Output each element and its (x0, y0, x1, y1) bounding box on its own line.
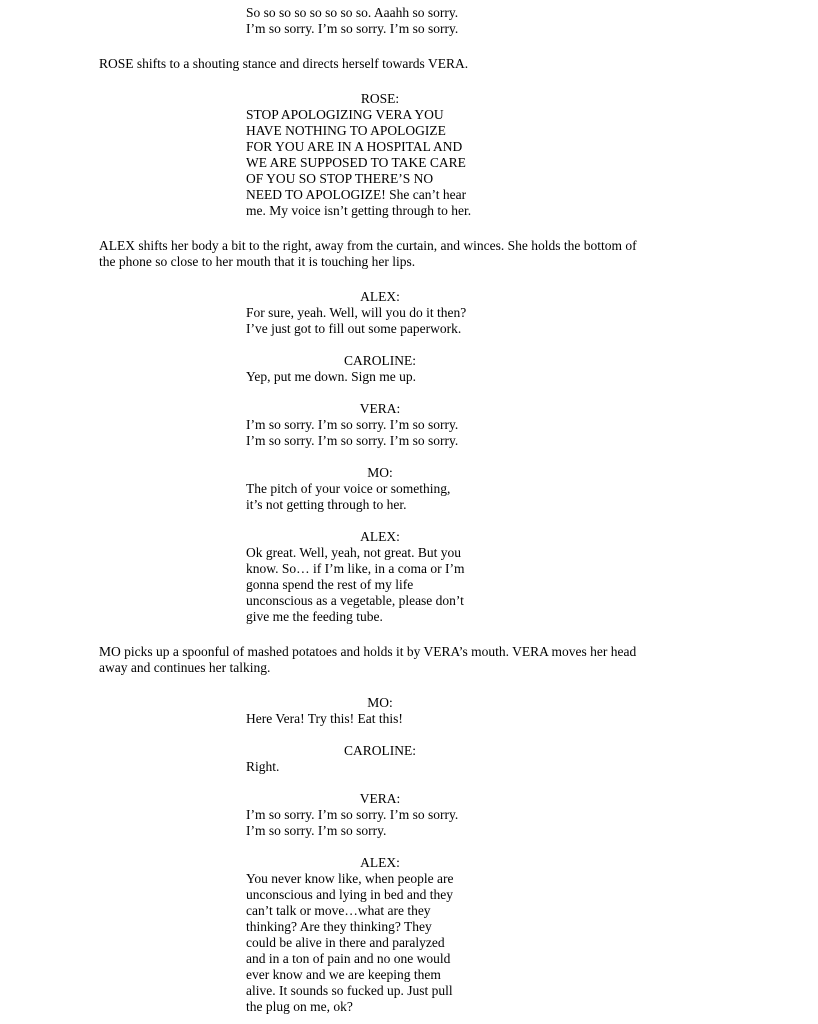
dialogue-block (246, 791, 514, 839)
dialogue-line: Yep, put me down. Sign me up. (246, 369, 417, 384)
action-line: ALEX shifts her body a bit to the right, away from the curtain, and winces. She holds the bottom of (99, 238, 637, 253)
character-name: CAROLINE: (344, 353, 416, 368)
dialogue-line: FOR YOU ARE IN A HOSPITAL AND (246, 139, 463, 154)
dialogue-block (246, 5, 514, 37)
dialogue-line: NEED TO APOLOGIZE! She can’t hear (246, 187, 467, 202)
dialogue-block (246, 743, 514, 775)
dialogue-line: gonna spend the rest of my life (246, 577, 414, 592)
dialogue-line: the plug on me, ok? (246, 999, 353, 1014)
dialogue-line: and in a ton of pain and no one would (246, 951, 451, 966)
dialogue-line: I’m so sorry. I’m so sorry. I’m so sorry. (246, 417, 459, 432)
action-line: away and continues her talking. (99, 660, 271, 675)
character-name: VERA: (359, 791, 401, 806)
character-name: ROSE: (360, 91, 400, 106)
dialogue-line: OF YOU SO STOP THERE’S NO (246, 171, 434, 186)
character-name: VERA: (359, 401, 401, 416)
dialogue-line: thinking? Are they thinking? They (246, 919, 432, 934)
dialogue-line: HAVE NOTHING TO APOLOGIZE (246, 123, 446, 138)
dialogue-block (246, 289, 514, 337)
action-line: the phone so close to her mouth that it is touching her lips. (99, 254, 416, 269)
action-line: MO picks up a spoonful of mashed potatoes and holds it by VERA’s mouth. VERA moves her head (99, 644, 637, 659)
dialogue-line: I’m so sorry. I’m so sorry. I’m so sorry. (246, 433, 459, 448)
dialogue-line: You never know like, when people are (246, 871, 454, 886)
dialogue-block (246, 465, 514, 513)
dialogue-block (246, 401, 514, 449)
dialogue-line: I’m so sorry. I’m so sorry. (246, 823, 387, 838)
character-name: ALEX: (360, 855, 400, 870)
dialogue-line: could be alive in there and paralyzed (246, 935, 445, 950)
dialogue-block (246, 855, 514, 1015)
dialogue-line: unconscious as a vegetable, please don’t (246, 593, 464, 608)
dialogue-block (246, 695, 514, 727)
action-block (99, 644, 758, 676)
dialogue-line: unconscious and lying in bed and they (246, 887, 453, 902)
action-line: ROSE shifts to a shouting stance and directs herself towards VERA. (99, 56, 469, 71)
dialogue-line: The pitch of your voice or something, (246, 481, 451, 496)
dialogue-line: alive. It sounds so fucked up. Just pull (246, 983, 453, 998)
character-name: CAROLINE: (344, 743, 416, 758)
dialogue-line: STOP APOLOGIZING VERA YOU (246, 107, 444, 122)
character-name: MO: (367, 695, 393, 710)
character-name: ALEX: (360, 529, 400, 544)
dialogue-line: I’ve just got to fill out some paperwork. (246, 321, 462, 336)
dialogue-line: Here Vera! Try this! Eat this! (246, 711, 403, 726)
dialogue-line: Right. (246, 759, 280, 774)
dialogue-line: it’s not getting through to her. (246, 497, 407, 512)
dialogue-line: For sure, yeah. Well, will you do it then? (246, 305, 467, 320)
dialogue-line: know. So… if I’m like, in a coma or I’m (246, 561, 465, 576)
action-block (99, 238, 758, 270)
dialogue-line: ever know and we are keeping them (246, 967, 441, 982)
dialogue-line: can’t talk or move…what are they (246, 903, 431, 918)
dialogue-block (246, 353, 514, 385)
action-block (99, 56, 758, 72)
dialogue-line: Ok great. Well, yeah, not great. But you (246, 545, 461, 560)
character-name: ALEX: (360, 289, 400, 304)
character-name: MO: (367, 465, 393, 480)
dialogue-block (246, 91, 514, 219)
dialogue-line: So so so so so so so so. Aaahh so sorry. (246, 5, 459, 20)
script-body (99, 5, 758, 1015)
dialogue-line: give me the feeding tube. (246, 609, 383, 624)
dialogue-line: I’m so sorry. I’m so sorry. I’m so sorry. (246, 807, 459, 822)
dialogue-line: WE ARE SUPPOSED TO TAKE CARE (246, 155, 466, 170)
dialogue-line: me. My voice isn’t getting through to her. (246, 203, 472, 218)
dialogue-line: I’m so sorry. I’m so sorry. I’m so sorry. (246, 21, 459, 36)
dialogue-block (246, 529, 514, 625)
